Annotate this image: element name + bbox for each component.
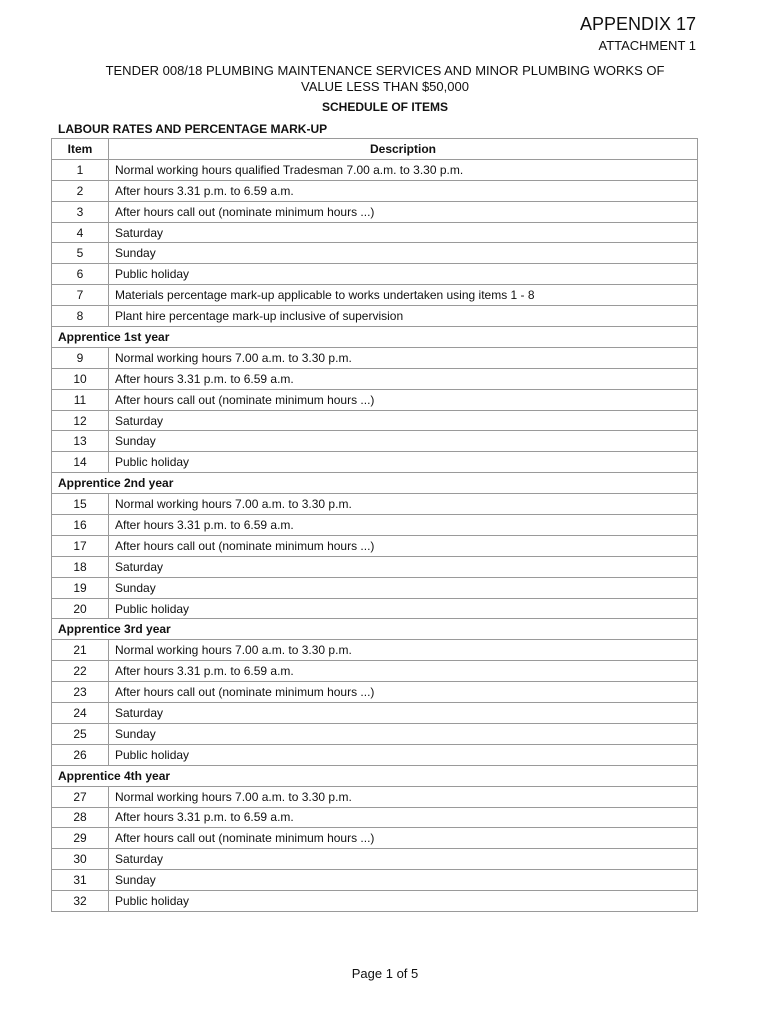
item-number: 27 (52, 786, 109, 807)
group-header-label: Apprentice 2nd year (52, 473, 698, 494)
item-number: 9 (52, 347, 109, 368)
group-header-row (52, 765, 698, 786)
schedule-table-body (52, 159, 698, 911)
item-description: After hours call out (nominate minimum hours ...) (109, 535, 698, 556)
item-description: After hours call out (nominate minimum hours ...) (109, 201, 698, 222)
item-number: 10 (52, 368, 109, 389)
table-row (52, 159, 698, 180)
item-number: 23 (52, 682, 109, 703)
item-description: After hours call out (nominate minimum hours ...) (109, 389, 698, 410)
item-number: 13 (52, 431, 109, 452)
group-header-row (52, 327, 698, 348)
item-description: Saturday (109, 556, 698, 577)
table-row (52, 849, 698, 870)
item-description: Sunday (109, 723, 698, 744)
item-description: After hours 3.31 p.m. to 6.59 a.m. (109, 807, 698, 828)
item-number: 4 (52, 222, 109, 243)
item-number: 21 (52, 640, 109, 661)
item-description: Saturday (109, 222, 698, 243)
table-row (52, 535, 698, 556)
table-row (52, 410, 698, 431)
item-number: 18 (52, 556, 109, 577)
item-number: 6 (52, 264, 109, 285)
column-header-item: Item (52, 139, 109, 160)
item-description: Saturday (109, 849, 698, 870)
item-number: 26 (52, 744, 109, 765)
item-description: Plant hire percentage mark-up inclusive of supervision (109, 306, 698, 327)
table-row (52, 786, 698, 807)
item-number: 30 (52, 849, 109, 870)
item-number: 28 (52, 807, 109, 828)
item-number: 20 (52, 598, 109, 619)
item-number: 25 (52, 723, 109, 744)
table-row (52, 452, 698, 473)
item-description: Public holiday (109, 264, 698, 285)
table-row (52, 515, 698, 536)
table-row (52, 347, 698, 368)
table-row (52, 807, 698, 828)
item-description: Materials percentage mark-up applicable to works undertaken using items 1 - 8 (109, 285, 698, 306)
item-number: 17 (52, 535, 109, 556)
item-description: After hours 3.31 p.m. to 6.59 a.m. (109, 368, 698, 389)
item-description: Normal working hours 7.00 a.m. to 3.30 p.m. (109, 640, 698, 661)
item-description: Public holiday (109, 744, 698, 765)
table-row (52, 577, 698, 598)
table-row (52, 243, 698, 264)
item-description: Saturday (109, 410, 698, 431)
tender-title (40, 63, 730, 95)
section-heading: LABOUR RATES AND PERCENTAGE MARK-UP (58, 122, 328, 136)
group-header-label: Apprentice 4th year (52, 765, 698, 786)
tender-title-line-1: TENDER 008/18 PLUMBING MAINTENANCE SERVICES AND MINOR PLUMBING WORKS OF (105, 63, 665, 78)
table-row (52, 494, 698, 515)
item-number: 5 (52, 243, 109, 264)
group-header-label: Apprentice 3rd year (52, 619, 698, 640)
item-number: 12 (52, 410, 109, 431)
item-description: Normal working hours 7.00 a.m. to 3.30 p.m. (109, 494, 698, 515)
item-description: Public holiday (109, 891, 698, 912)
item-number: 32 (52, 891, 109, 912)
item-description: Normal working hours 7.00 a.m. to 3.30 p.m. (109, 347, 698, 368)
table-row (52, 703, 698, 724)
schedule-heading: SCHEDULE OF ITEMS (321, 100, 448, 114)
table-row (52, 744, 698, 765)
table-row (52, 368, 698, 389)
item-number: 15 (52, 494, 109, 515)
table-row (52, 891, 698, 912)
item-number: 8 (52, 306, 109, 327)
item-description: Normal working hours 7.00 a.m. to 3.30 p.m. (109, 786, 698, 807)
group-header-label: Apprentice 1st year (52, 327, 698, 348)
item-description: Normal working hours qualified Tradesman 7.00 a.m. to 3.30 p.m. (109, 159, 698, 180)
item-description: After hours call out (nominate minimum hours ...) (109, 682, 698, 703)
item-description: Saturday (109, 703, 698, 724)
table-row (52, 389, 698, 410)
item-number: 14 (52, 452, 109, 473)
table-row (52, 285, 698, 306)
tender-title-line-2: VALUE LESS THAN $50,000 (301, 79, 469, 94)
item-number: 19 (52, 577, 109, 598)
item-number: 3 (52, 201, 109, 222)
attachment-label: ATTACHMENT 1 (598, 38, 696, 53)
table-row (52, 828, 698, 849)
table-row (52, 306, 698, 327)
table-row (52, 870, 698, 891)
item-number: 22 (52, 661, 109, 682)
page-number: Page 1 of 5 (351, 966, 419, 981)
item-description: Sunday (109, 243, 698, 264)
item-description: Sunday (109, 431, 698, 452)
item-description: Sunday (109, 577, 698, 598)
item-description: After hours call out (nominate minimum hours ...) (109, 828, 698, 849)
table-row (52, 682, 698, 703)
item-description: After hours 3.31 p.m. to 6.59 a.m. (109, 180, 698, 201)
item-description: After hours 3.31 p.m. to 6.59 a.m. (109, 661, 698, 682)
table-row (52, 556, 698, 577)
item-number: 7 (52, 285, 109, 306)
item-number: 24 (52, 703, 109, 724)
item-description: After hours 3.31 p.m. to 6.59 a.m. (109, 515, 698, 536)
item-number: 11 (52, 389, 109, 410)
table-row (52, 201, 698, 222)
item-number: 2 (52, 180, 109, 201)
table-row (52, 640, 698, 661)
table-row (52, 222, 698, 243)
table-row (52, 180, 698, 201)
item-description: Public holiday (109, 598, 698, 619)
schedule-table (51, 138, 698, 912)
item-number: 16 (52, 515, 109, 536)
table-row (52, 723, 698, 744)
table-row (52, 431, 698, 452)
item-description: Public holiday (109, 452, 698, 473)
item-number: 1 (52, 159, 109, 180)
group-header-row (52, 473, 698, 494)
appendix-label: APPENDIX 17 (579, 14, 696, 34)
table-header-row (52, 139, 698, 160)
item-description: Sunday (109, 870, 698, 891)
table-row (52, 598, 698, 619)
table-row (52, 264, 698, 285)
column-header-description: Description (109, 139, 698, 160)
item-number: 31 (52, 870, 109, 891)
table-row (52, 661, 698, 682)
item-number: 29 (52, 828, 109, 849)
group-header-row (52, 619, 698, 640)
